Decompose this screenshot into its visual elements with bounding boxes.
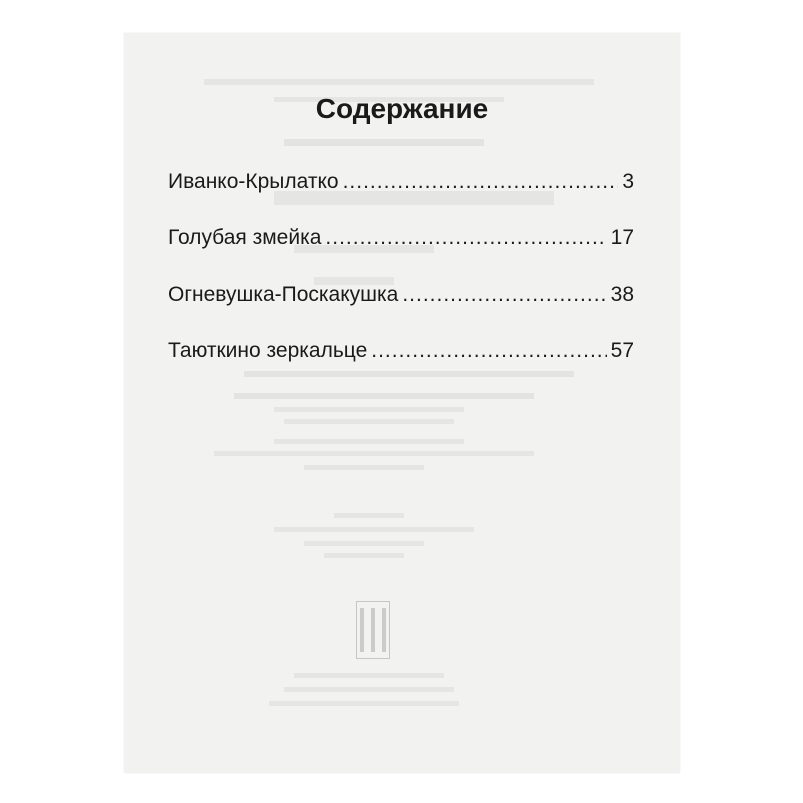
toc-entry (168, 283, 634, 307)
toc-entry-title: Голубая змейка (168, 226, 322, 249)
toc-leader-dots (343, 170, 619, 194)
toc-entry (168, 339, 634, 363)
toc-leader-dots (402, 283, 606, 307)
toc-entry-page: 38 (610, 283, 634, 306)
toc-entry-page: 17 (610, 226, 634, 249)
book-page (124, 33, 680, 773)
toc-leader-dots (325, 226, 606, 250)
toc-leader-dots (371, 339, 606, 363)
publisher-logo-bleed-through (356, 601, 390, 659)
toc-entry-page: 57 (610, 339, 634, 362)
toc-entry-title: Таюткино зеркальце (168, 339, 368, 362)
page-title: Содержание (315, 93, 489, 124)
toc-entry-page: 3 (622, 170, 634, 193)
toc-entry (168, 226, 634, 250)
toc-entry (168, 170, 634, 194)
toc-entry-title: Огневушка-Поскакушка (168, 283, 399, 306)
toc-entry-title: Иванко-Крылатко (168, 170, 339, 193)
